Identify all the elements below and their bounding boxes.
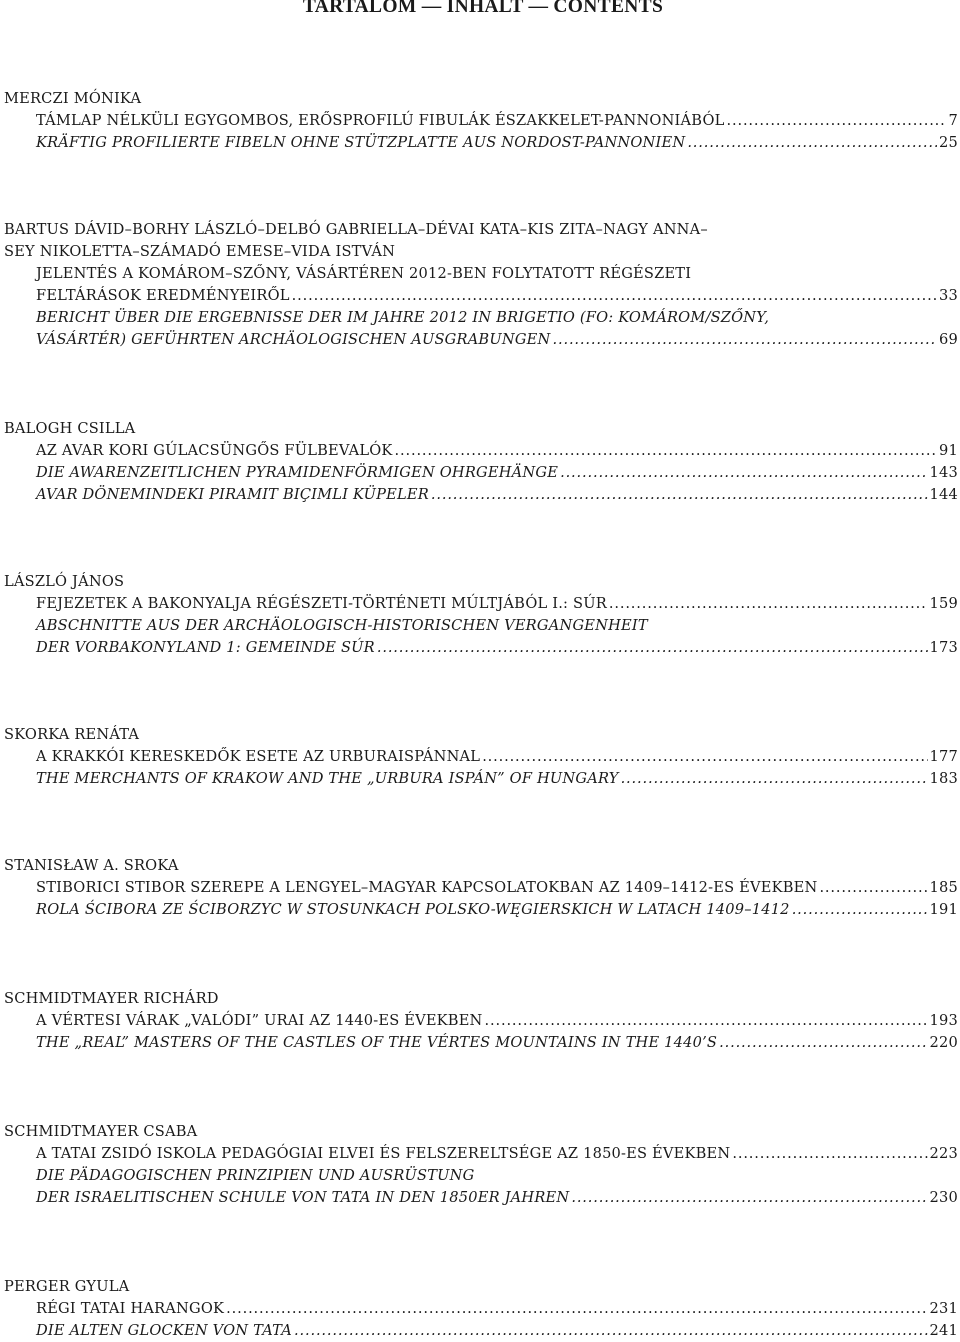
dot-leader [431, 484, 928, 506]
dot-leader [553, 329, 938, 351]
toc-line[interactable] [4, 1187, 958, 1209]
page-number: 193 [929, 1012, 958, 1029]
article-title: ABSCHNITTE AUS DER ARCHÄOLOGISCH-HISTORISCHEN VERGANGENHEIT [36, 617, 648, 634]
toc-line[interactable] [4, 768, 958, 790]
page-number: 91 [939, 442, 958, 459]
page-number: 173 [929, 639, 958, 656]
toc-line[interactable] [4, 329, 958, 351]
toc-line[interactable] [4, 1032, 958, 1054]
toc-entry [4, 571, 958, 659]
dot-leader [485, 1010, 928, 1032]
page-number: 223 [929, 1145, 958, 1162]
page-title: TARTALOM — INHALT — CONTENTS [302, 0, 664, 17]
article-title: TÁMLAP NÉLKÜLI EGYGOMBOS, ERŐSPROFILÚ FIBULÁK ÉSZAKKELET-PANNONIÁBÓL [36, 112, 725, 129]
toc-line[interactable] [4, 1010, 958, 1032]
dot-leader [482, 746, 927, 768]
article-title: DIE PÄDAGOGISCHEN PRINZIPIEN UND AUSRÜSTUNG [36, 1167, 475, 1184]
toc-entry [4, 219, 958, 351]
article-title: DER ISRAELITISCHEN SCHULE VON TATA IN DEN 1850ER JAHREN [36, 1189, 570, 1206]
page-number: 231 [929, 1300, 958, 1317]
entry-author: BARTUS DÁVID–BORHY LÁSZLÓ–DELBÓ GABRIELLA–DÉVAI KATA–KIS ZITA–NAGY ANNA– [4, 221, 708, 238]
dot-leader [727, 110, 947, 132]
article-title: THE MERCHANTS OF KRAKOW AND THE „URBURA ISPÁN” OF HUNGARY [36, 770, 619, 787]
page-number: 159 [929, 595, 958, 612]
article-title: THE „REAL” MASTERS OF THE CASTLES OF THE VÉRTES MOUNTAINS IN THE 1440’S [36, 1034, 718, 1051]
toc-entry [4, 1121, 958, 1209]
toc-entry [4, 418, 958, 506]
toc-line[interactable] [4, 132, 958, 154]
dot-leader [395, 440, 937, 462]
toc-line[interactable] [4, 484, 958, 506]
toc-line[interactable] [4, 593, 958, 615]
toc-line[interactable] [4, 110, 958, 132]
entry-author: SKORKA RENÁTA [4, 726, 140, 743]
toc-line[interactable] [4, 1320, 958, 1342]
dot-leader [560, 462, 927, 484]
article-title: ROLA ŚCIBORA ZE ŚCIBORZYC W STOSUNKACH POLSKO-WĘGIERSKICH W LATACH 1409–1412 [36, 901, 790, 918]
page-number: 144 [929, 486, 958, 503]
toc-entry [4, 88, 958, 154]
article-title: FELTÁRÁSOK EREDMÉNYEIRŐL [36, 287, 290, 304]
article-title: A VÉRTESI VÁRAK „VALÓDI” URAI AZ 1440-ES ÉVEKBEN [36, 1012, 483, 1029]
entry-author: PERGER GYULA [4, 1278, 130, 1295]
dot-leader [621, 768, 928, 790]
toc-line[interactable] [4, 1298, 958, 1320]
toc-line[interactable] [4, 285, 958, 307]
page-number: 33 [939, 287, 958, 304]
article-title: AVAR DÖNEMINDEKI PIRAMIT BIÇIMLI KÜPELER [36, 486, 429, 503]
article-title: FEJEZETEK A BAKONYALJA RÉGÉSZETI-TÖRTÉNETI MÚLTJÁBÓL I.: SÚR [36, 595, 607, 612]
page-number: 25 [939, 134, 958, 151]
page-number: 241 [929, 1322, 958, 1339]
toc-line[interactable] [4, 462, 958, 484]
entry-author: STANISŁAW A. SROKA [4, 857, 179, 874]
toc-line[interactable] [4, 746, 958, 768]
entry-author: LÁSZLÓ JÁNOS [4, 573, 125, 590]
page-number: 69 [939, 331, 958, 348]
article-title: KRÄFTIG PROFILIERTE FIBELN OHNE STÜTZPLATTE AUS NORDOST-PANNONIEN [36, 134, 686, 151]
dot-leader [687, 132, 937, 154]
dot-leader [226, 1298, 927, 1320]
article-title: BERICHT ÜBER DIE ERGEBNISSE DER IM JAHRE 2012 IN BRIGETIO (FO: KOMÁROM/SZŐNY, [36, 309, 770, 326]
entry-author: SEY NIKOLETTA–SZÁMADÓ EMESE–VIDA ISTVÁN [4, 243, 396, 260]
article-title: A KRAKKÓI KERESKEDŐK ESETE AZ URBURAISPÁNNAL [36, 748, 481, 765]
toc-line[interactable] [4, 899, 958, 921]
article-title: RÉGI TATAI HARANGOK [36, 1300, 225, 1317]
article-title: DIE AWARENZEITLICHEN PYRAMIDENFÖRMIGEN OHRGEHÄNGE [36, 464, 559, 481]
toc-line[interactable] [4, 1143, 958, 1165]
toc-entry [4, 724, 958, 790]
dot-leader [819, 877, 927, 899]
dot-leader [292, 285, 937, 307]
toc-line[interactable] [4, 637, 958, 659]
toc-entry [4, 1276, 958, 1342]
page-number: 183 [929, 770, 958, 787]
page-number: 7 [948, 112, 958, 129]
article-title: DER VORBAKONYLAND 1: GEMEINDE SÚR [36, 639, 375, 656]
page-number: 177 [929, 748, 958, 765]
article-title: DIE ALTEN GLOCKEN VON TATA [36, 1322, 293, 1339]
toc-line[interactable] [4, 440, 958, 462]
dot-leader [792, 899, 928, 921]
entry-author: SCHMIDTMAYER CSABA [4, 1123, 198, 1140]
article-title: A TATAI ZSIDÓ ISKOLA PEDAGÓGIAI ELVEI ÉS FELSZERELTSÉGE AZ 1850-ES ÉVEKBEN [36, 1145, 731, 1162]
dot-leader [294, 1320, 927, 1342]
toc-line[interactable] [4, 877, 958, 899]
entry-author: BALOGH CSILLA [4, 420, 136, 437]
article-title: JELENTÉS A KOMÁROM–SZŐNY, VÁSÁRTÉREN 2012-BEN FOLYTATOTT RÉGÉSZETI [36, 265, 692, 282]
entry-author: MERCZI MÓNIKA [4, 90, 142, 107]
toc-entry [4, 855, 958, 921]
dot-leader [719, 1032, 927, 1054]
page-number: 143 [929, 464, 958, 481]
dot-leader [609, 593, 928, 615]
dot-leader [732, 1143, 927, 1165]
page-number: 220 [929, 1034, 958, 1051]
dot-leader [571, 1187, 927, 1209]
page-number: 191 [929, 901, 958, 918]
entry-author: SCHMIDTMAYER RICHÁRD [4, 990, 219, 1007]
dot-leader [377, 637, 928, 659]
page-number: 230 [929, 1189, 958, 1206]
page-number: 185 [929, 879, 958, 896]
article-title: VÁSÁRTÉR) GEFÜHRTEN ARCHÄOLOGISCHEN AUSGRABUNGEN [36, 331, 551, 348]
toc-entry [4, 988, 958, 1054]
article-title: STIBORICI STIBOR SZEREPE A LENGYEL–MAGYAR KAPCSOLATOKBAN AZ 1409–1412-ES ÉVEKBEN [36, 879, 818, 896]
article-title: AZ AVAR KORI GÚLACSÜNGŐS FÜLBEVALÓK [36, 442, 393, 459]
